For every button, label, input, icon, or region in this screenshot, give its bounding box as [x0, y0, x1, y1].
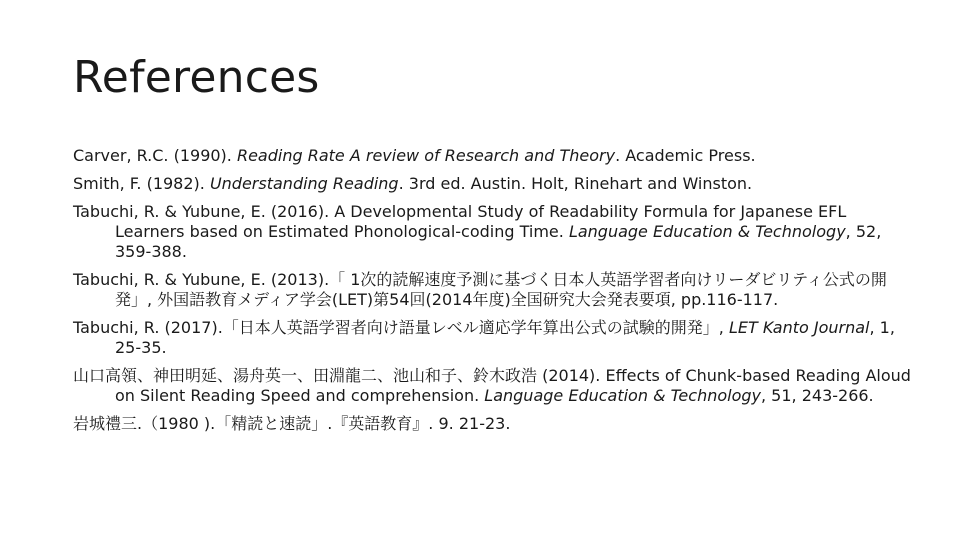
reference-list	[73, 146, 913, 442]
reference-title: Language Education & Technology	[568, 222, 846, 241]
reference-item	[73, 318, 913, 358]
reference-item	[73, 202, 913, 262]
reference-title: LET Kanto Journal	[728, 318, 870, 337]
reference-item	[73, 174, 913, 194]
reference-title: Understanding Reading	[209, 174, 399, 193]
slide-title: References	[73, 52, 320, 103]
reference-text: Carver, R.C. (1990).	[73, 146, 237, 165]
reference-item	[73, 270, 913, 310]
reference-text: Tabuchi, R. & Yubune, E. (2016). A Developmental Study of Readability Formula for Japanese EFL Learners based on Estimated Phonological-coding Time.	[73, 202, 847, 241]
reference-text-tail: . Academic Press.	[615, 146, 756, 165]
reference-title: Language Education & Technology	[484, 386, 761, 405]
reference-text: Smith, F. (1982).	[73, 174, 210, 193]
reference-text-tail: . 3rd ed. Austin. Holt, Rinehart and Winston.	[398, 174, 753, 193]
reference-text-tail: , 51, 243-266.	[761, 386, 874, 405]
reference-text: Tabuchi, R. & Yubune, E. (2013).「 1次的読解速度予測に基づく日本人英語学習者向けリーダビリティ公式の開発」, 外国語教育メディア学会(LET)第54回(2014年度)全国研究大会発表要項, pp.116-117.	[73, 270, 887, 309]
reference-text: 岩城禮三.（1980 ).「精読と速読」.『英語教育』. 9. 21-23.	[73, 414, 511, 433]
reference-text-tail: , 1, 25-35.	[115, 318, 895, 357]
reference-text: Tabuchi, R. (2017).「日本人英語学習者向け語量レベル適応学年算出公式の試験的開発」,	[73, 318, 729, 337]
reference-item	[73, 414, 913, 434]
reference-title: Reading Rate A review of Research and Theory	[236, 146, 616, 165]
reference-text-tail: , 52, 359-388.	[115, 222, 882, 261]
reference-item	[73, 366, 913, 406]
reference-item	[73, 146, 913, 166]
reference-text: 山口高領、神田明延、湯舟英一、田淵龍二、池山和子、鈴木政浩 (2014). Effects of Chunk-based Reading Aloud on Silent Reading Speed and comprehension.	[73, 366, 911, 405]
